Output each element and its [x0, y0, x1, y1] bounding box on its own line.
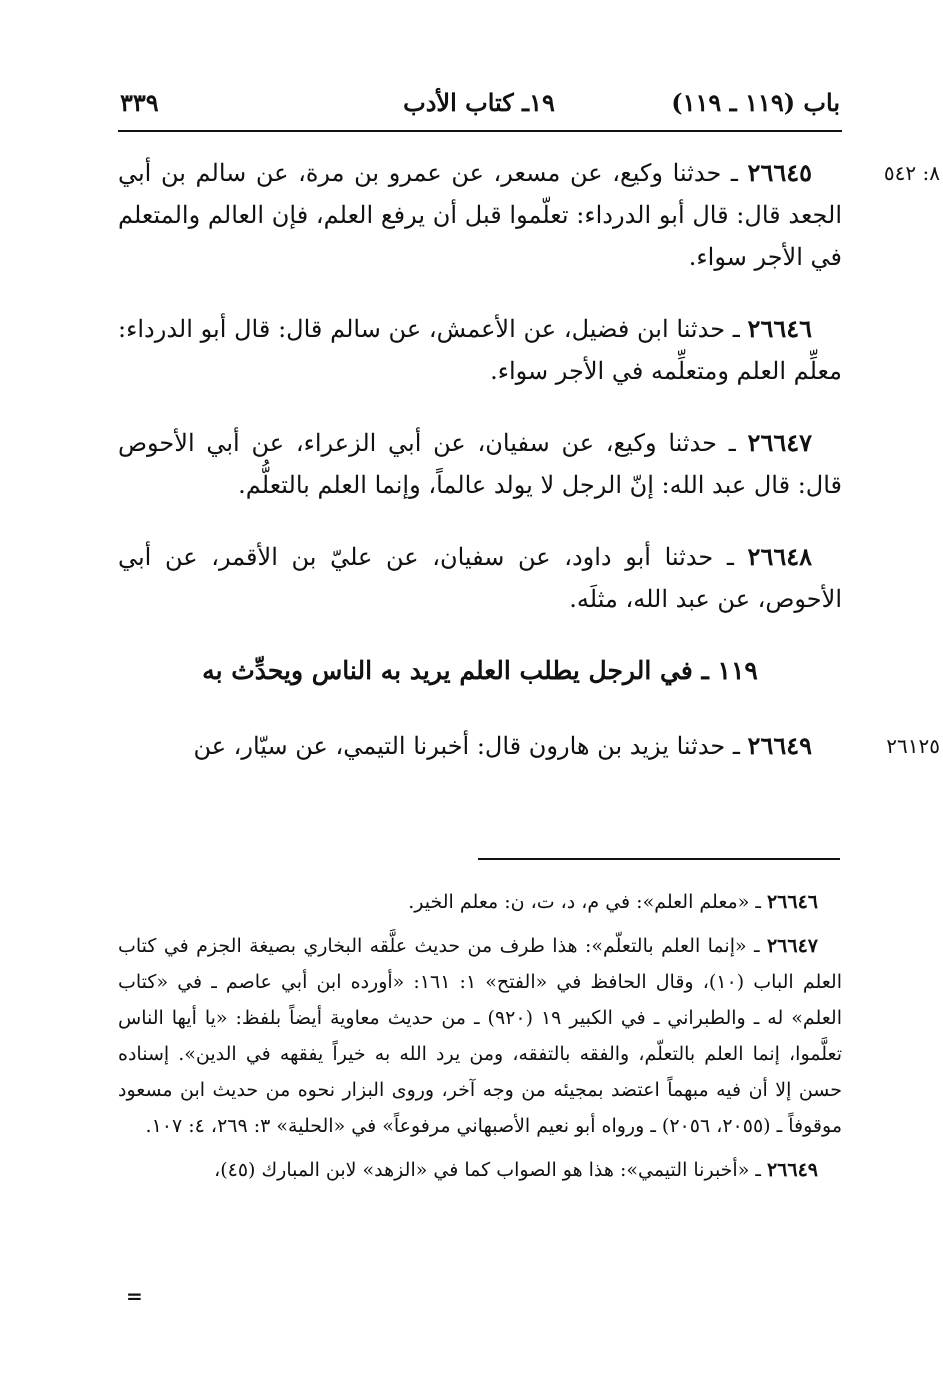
hadith-text: ـ حدثنا ابن فضيل، عن الأعمش، عن سالم قال: قال أبو الدرداء: معلِّم العلم ومتعلِّمه في الأجر سواء. — [118, 315, 842, 385]
main-text — [118, 152, 940, 767]
footnote — [118, 928, 842, 1144]
header-chapter: باب (١١٩ ـ ١١٩) — [671, 88, 840, 117]
hadith-number: ٢٦٦٤٩ — [747, 731, 812, 760]
hadith-number: ٢٦٦٤٧ — [747, 428, 812, 457]
page-number: ٣٣٩ — [120, 88, 159, 117]
hadith-paragraph — [118, 308, 842, 392]
side-reference: ٢٦١٢٥ — [886, 734, 940, 758]
hadith-paragraph — [118, 422, 842, 506]
header-book-title: ١٩ـ كتاب الأدب — [403, 88, 555, 117]
footnote-text: ـ «معلم العلم»: في م، د، ت، ن: معلم الخير. — [408, 891, 767, 913]
hadith-number: ٢٦٦٤٦ — [747, 314, 812, 343]
side-reference: ٨: ٥٤٢ — [883, 161, 940, 185]
footnote-text: ـ «إنما العلم بالتعلّم»: هذا طرف من حديث علَّقه البخاري بصيغة الجزم في كتاب العلم الباب (١٠)، وقال الحافظ في «الفتح» ١: ١٦١: «أورده ابن أبي عاصم ـ في «كتاب العلم» له ـ والطبراني ـ في الكبير ١٩ (٩٢٠) ـ من حديث معاوية أيضاً بلفظ: «يا أيها الناس تعلَّموا، إنما العلم بالتعلّم، والفقه بالتفقه، ومن يرد الله به خيراً يفقهه في الدين». إسناده حسن إلا أن فيه مبهماً اعتضد بمجيئه من وجه آخر، وروى البزار نحوه من حديث ابن مسعود موقوفاً ـ (٢٠٥٥، ٢٠٥٦) ـ ورواه أبو نعيم الأصبهاني مرفوعاً» في «الحلية» ٣: ٢٦٩، ٤: ١٠٧. — [118, 935, 843, 1137]
footnote-number: ٢٦٦٤٩ — [766, 1159, 818, 1181]
footnote-divider — [478, 858, 840, 860]
footnote — [118, 884, 842, 920]
chapter-heading: ١١٩ ـ في الرجل يطلب العلم يريد به الناس ويحدِّث به — [202, 656, 758, 685]
header-divider — [118, 130, 842, 132]
hadith-number: ٢٦٦٤٨ — [747, 542, 812, 571]
hadith-paragraph — [118, 152, 940, 278]
hadith-text: ـ حدثنا يزيد بن هارون قال: أخبرنا التيمي، عن سيّار، عن — [193, 732, 748, 760]
continuation-mark: = — [126, 1284, 143, 1308]
page-header — [118, 88, 840, 128]
hadith-number: ٢٦٦٤٥ — [747, 158, 812, 187]
hadith-paragraph — [118, 725, 940, 767]
hadith-text: ـ حدثنا وكيع، عن مسعر، عن عمرو بن مرة، عن سالم بن أبي الجعد قال: قال أبو الدرداء: تعلّموا قبل أن يرفع العلم، فإن العالم والمتعلم في الأجر سواء. — [118, 159, 842, 271]
footnote — [118, 1152, 842, 1188]
footnote-text: ـ «أخبرنا التيمي»: هذا هو الصواب كما في «الزهد» لابن المبارك (٤٥)، — [214, 1159, 767, 1181]
hadith-text: ـ حدثنا وكيع، عن سفيان، عن أبي الزعراء، عن أبي الأحوص قال: قال عبد الله: إنّ الرجل لا يولد عالماً، وإنما العلم بالتعلُّم. — [118, 429, 842, 499]
footnote-number: ٢٦٦٤٦ — [766, 891, 818, 913]
hadith-text: ـ حدثنا أبو داود، عن سفيان، عن عليّ بن الأقمر، عن أبي الأحوص، عن عبد الله، مثلَه. — [118, 543, 842, 613]
footnote-number: ٢٦٦٤٧ — [766, 935, 818, 957]
hadith-paragraph — [118, 536, 842, 620]
footnotes — [118, 884, 842, 1196]
